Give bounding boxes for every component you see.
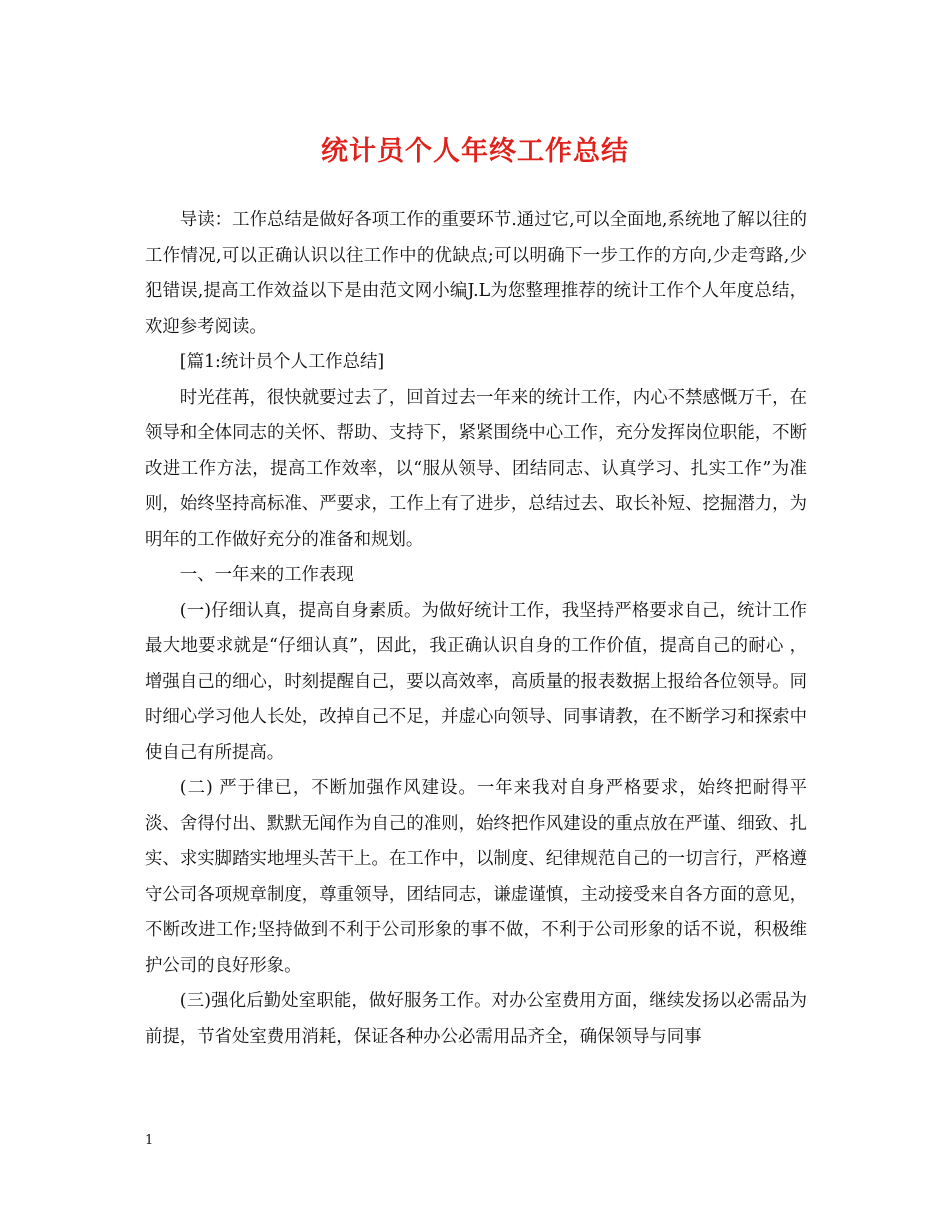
body-paragraph: 时光荏苒，很快就要过去了，回首过去一年来的统计工作，内心不禁感慨万千，在领导和全体同志的关怀、帮助、支持下，紧紧围绕中心工作，充分发挥岗位职能，不断改进工作方法，提高工作效率，以“服从领导、团结同志、认真学习、扎实工作”为准则，始终坚持高标准、严要求，工作上有了进步，总结过去、取长补短、挖掘潜力，为明年的工作做好充分的准备和规划。	[145, 387, 807, 550]
body-paragraph: (一)仔细认真，提高自身素质。为做好统计工作，我坚持严格要求自己，统计工作最大地要求就是“仔细认真”，因此，我正确认识自身的工作价值，提高自己的耐心 ，增强自己的细心，时刻提醒自己，要以高效率，高质量的报表数据上报给各位领导。同时细心学习他人长处，改掉自己不足，并虚心向领导、同事请教，在不断学习和探索中使自己有所提高。	[145, 600, 807, 763]
body-paragraph: (二) 严于律已，不断加强作风建设。一年来我对自身严格要求，始终把耐得平淡、舍得付出、默默无闻作为自己的准则，始终把作风建设的重点放在严谨、细致、扎实、求实脚踏实地埋头苦干上。在工作中，以制度、纪律规范自己的一切言行，严格遵守公司各项规章制度，尊重领导，团结同志，谦虚谨慎，主动接受来自各方面的意见，不断改进工作;坚持做到不利于公司形象的事不做，不利于公司形象的话不说，积极维护公司的良好形象。	[145, 778, 807, 976]
body-paragraph: (三)强化后勤处室职能，做好服务工作。对办公室费用方面，继续发扬以必需品为前提，节省处室费用消耗，保证各种办公必需用品齐全，确保领导与同事	[145, 991, 807, 1047]
section-label: [篇1:统计员个人工作总结]	[179, 352, 385, 372]
intro-paragraph: 导读：工作总结是做好各项工作的重要环节.通过它,可以全面地,系统地了解以往的工作情况,可以正确认识以往工作中的优缺点;可以明确下一步工作的方向,少走弯路,少犯错误,提高工作效益以下是由范文网小编J.L为您整理推荐的统计工作个人年度总结，欢迎参考阅读。	[145, 210, 807, 337]
document-body	[145, 203, 807, 1055]
document-title: 统计员个人年终工作总结	[321, 136, 629, 167]
page-number: 1	[145, 1133, 154, 1148]
section-heading: 一、一年来的工作表现	[179, 565, 354, 585]
